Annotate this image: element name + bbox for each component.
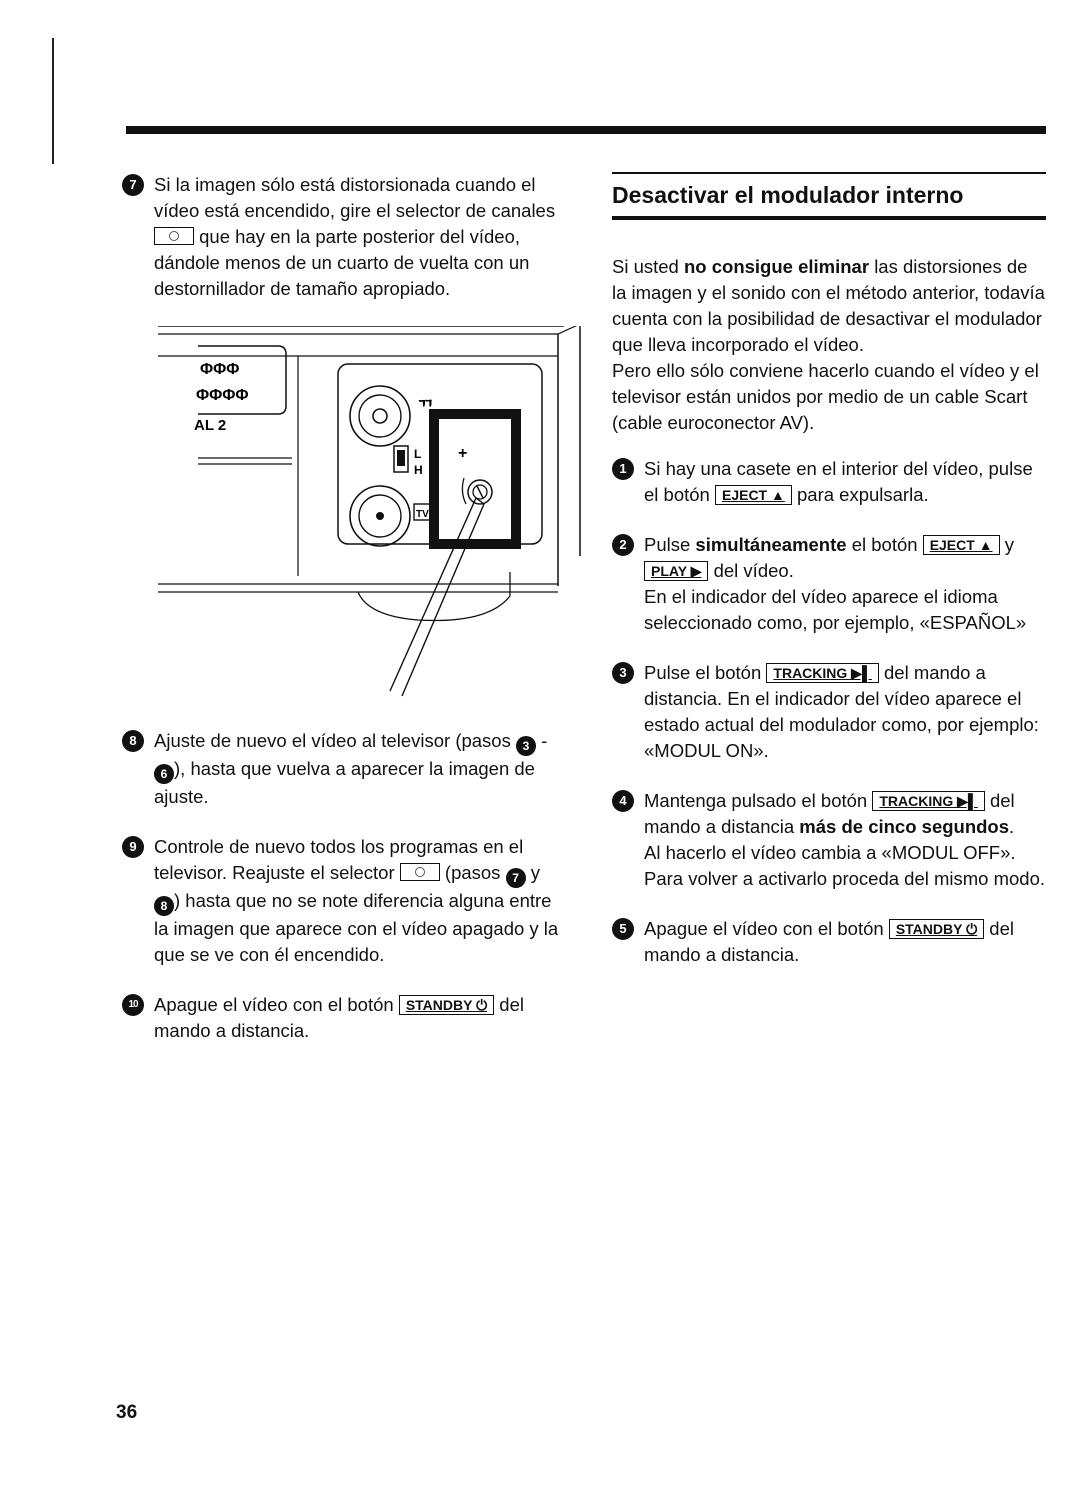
step-2-text-d: En el indicador del vídeo aparece el idioma seleccionado como, por ejemplo, «ESPAÑOL» <box>644 586 1027 633</box>
step-1 <box>612 456 1046 508</box>
step-3-text-a: Pulse el botón <box>644 662 762 683</box>
step-ref: 7 <box>506 868 526 888</box>
step-2-text-b: el botón <box>851 534 918 555</box>
step-2-bold: simultáneamente <box>695 534 847 555</box>
right-column <box>612 172 1046 992</box>
step-ref: 8 <box>154 896 174 916</box>
intro-text-a: Si usted <box>612 256 679 277</box>
intro-paragraph <box>612 254 1046 436</box>
intro-text-b: las distorsiones de la imagen y el sonido con el método anterior, todavía cuenta con la posibilidad de desactivar el modulador que lleva incorporado el vídeo. <box>612 256 1045 355</box>
step-number: 7 <box>122 174 144 196</box>
step-8-dash: - <box>541 730 548 751</box>
scart-pins-icon: ΦΦΦΦ <box>196 387 249 404</box>
step-number: 5 <box>612 918 634 940</box>
scart-pins-icon: ΦΦΦ <box>200 361 240 378</box>
vcr-rear-panel-figure <box>158 326 598 706</box>
step-4-text-d: Al hacerlo el vídeo cambia a «MODUL OFF». Para volver a activarlo proceda del mismo modo. <box>644 842 1046 889</box>
step-number: 4 <box>612 790 634 812</box>
step-8-text-b: ), hasta que vuelva a aparecer la imagen de ajuste. <box>154 758 535 807</box>
channel-selector-icon <box>400 863 440 881</box>
step-10-text-b: del mando a distancia. <box>154 994 524 1041</box>
step-9-text-a: Controle de nuevo todos los programas en el televisor. Reajuste el selector <box>154 836 524 883</box>
step-1-text-b: para expulsarla. <box>797 484 929 505</box>
step-9-text-c: ) hasta que no se note diferencia alguna entre la imagen que aparece con el vídeo apagado y la que se ve con él encendido. <box>154 890 559 965</box>
play-button-label: PLAY ▶ <box>644 561 708 581</box>
step-number: 8 <box>122 730 144 752</box>
step-7-text-a: Si la imagen sólo está distorsionada cuando el vídeo está encendido, gire el selector de canales <box>154 174 556 221</box>
section-title: Desactivar el modulador interno <box>612 182 964 208</box>
step-1-text-a: Si hay una casete en el interior del vídeo, pulse el botón <box>644 458 1033 505</box>
step-7 <box>122 172 562 302</box>
step-3-text-b: del mando a distancia. En el indicador del vídeo aparece el estado actual del modulador como, por ejemplo: «MODUL ON». <box>644 662 1039 761</box>
section-rule-bottom <box>612 216 1046 220</box>
tracking-button-label: TRACKING ▶▌ <box>872 791 984 811</box>
vcr-rear-panel-illustration <box>158 326 598 706</box>
switch-label-l: L <box>414 447 422 461</box>
step-2-text-c: del vídeo. <box>713 560 794 581</box>
channel-selector-icon <box>154 227 194 245</box>
step-4-text-a: Mantenga pulsado el botón <box>644 790 868 811</box>
switch-label-h: H <box>414 463 423 477</box>
step-5 <box>612 916 1046 968</box>
step-2 <box>612 532 1046 636</box>
step-7-text-b: que hay en la parte posterior del vídeo, dándole menos de un cuarto de vuelta con un destornillador de tamaño apropiado. <box>154 226 530 299</box>
step-9 <box>122 834 562 968</box>
step-number: 3 <box>612 662 634 684</box>
step-10 <box>122 992 562 1044</box>
step-10-text-a: Apague el vídeo con el botón <box>154 994 394 1015</box>
step-5-text-a: Apague el vídeo con el botón <box>644 918 884 939</box>
section-rule-top <box>612 172 1046 174</box>
step-2-y: y <box>1004 534 1014 555</box>
step-2-text-a: Pulse <box>644 534 691 555</box>
step-3 <box>612 660 1046 764</box>
step-9-text-b: (pasos <box>444 862 501 883</box>
eject-button-label: EJECT ▲ <box>715 485 792 505</box>
step-4-text-b: del mando a distancia <box>644 790 1015 837</box>
tv-label: TV <box>416 509 429 520</box>
antenna-icon: ᆩ <box>416 387 436 409</box>
step-number: 10 <box>122 994 144 1016</box>
step-4-text-c: . <box>1009 816 1015 837</box>
step-5-text-b: del mando a distancia. <box>644 918 1014 965</box>
intro-text-c: Pero ello sólo conviene hacerlo cuando el vídeo y el televisor están unidos por medio de un cable Scart (cable euroconector AV). <box>612 360 1039 433</box>
page-number: 36 <box>116 1402 138 1423</box>
step-ref: 6 <box>154 764 174 784</box>
tracking-button-label: TRACKING ▶▌ <box>766 663 878 683</box>
step-ref: 3 <box>516 736 536 756</box>
standby-button-label: STANDBY ⏻ <box>399 995 494 1015</box>
plus-label: + <box>458 445 468 462</box>
header-rule <box>126 126 1046 134</box>
eject-button-label: EJECT ▲ <box>923 535 1000 555</box>
step-number: 9 <box>122 836 144 858</box>
margin-bar <box>52 38 54 164</box>
intro-bold: no consigue eliminar <box>684 256 870 277</box>
step-4 <box>612 788 1046 892</box>
left-column <box>122 172 562 1068</box>
step-8 <box>122 728 562 810</box>
step-8-text-a: Ajuste de nuevo el vídeo al televisor (pasos <box>154 730 511 751</box>
step-9-y: y <box>530 862 540 883</box>
step-number: 2 <box>612 534 634 556</box>
standby-button-label: STANDBY ⏻ <box>889 919 984 939</box>
step-number: 1 <box>612 458 634 480</box>
step-4-bold: más de cinco segundos <box>799 816 1010 837</box>
scart-label: AL 2 <box>194 417 227 434</box>
